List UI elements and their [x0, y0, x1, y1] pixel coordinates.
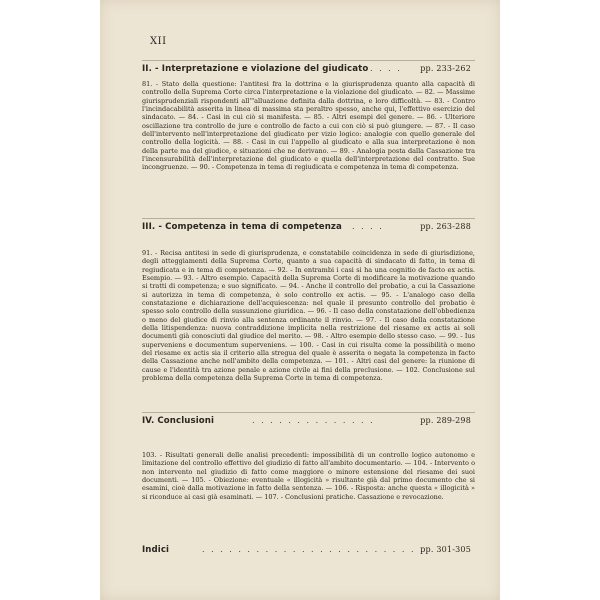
- section-heading: [142, 222, 475, 235]
- section-summary: 91. - Recisa antitesi in sede di giurisprudenza, e constatabile coincidenza in sede di giurisdizione, degli atteggiamenti della Suprema Corte, quanto a sua capacità di sindacato di fatto, in tema di regiudicata e in tema di competenza. — 92. - In entrambi i casi si ha una cognitio de facto ex actis. Esempio. — 93. - Altro esempio. Capacità della Suprema Corte di modificare la motivazione quando si tratti di competenza; e suo significato. — 94. - Anche il controllo del probatio, a cui la Cassazione si autorizza in tema di competenza, è solo controllo ex actis. — 95. - L'analogo caso della constatazione e dichiarazione dell'acquiescenza: nel quale il presunto controllo del probatio è spesso solo controllo della sussunzione giuridica. — 96. - Il caso della constatazione dell'obbedienza o meno del giudice di rinvio alla sentenza ordinante il rinvio. — 97. - Il caso della constatazione della litispendenza: nuova contraddizione implicita nella restrizione del riesame ex actis ai soli documenti già conosciuti dal giudice del merito. — 98. - Altro esempio dello stesso caso. — 99. - Ius superveniens e documentum superveniens. — 100. - Casi in cui risulta come la possibilità o meno del riesame ex actis sia il criterio alla stregua del quale è asserita o negata la competenza in facto della Cassazione anche nell'ambito della competenza. — 101. - Altri casi del genere: la riunione di cause e l'identità tra azione penale e azione civile ai fini della preclusione. — 102. Conclusione sul problema della competenza della Suprema Corte in tema di competenza.: [142, 249, 475, 383]
- section-title: IV. Conclusioni: [142, 416, 215, 426]
- toc-section-ii: [142, 64, 475, 172]
- leader-dots: . . . . . . . . . . . . . . . . . . . . . . . . .: [202, 545, 425, 554]
- book-page: [100, 0, 500, 600]
- page-number: XII: [150, 36, 167, 47]
- section-divider: [142, 412, 475, 413]
- section-divider: [142, 218, 475, 219]
- toc-section-iv: [142, 416, 475, 501]
- leader-dots: . . . .: [352, 222, 384, 231]
- section-pages: pp. 233-262: [420, 64, 471, 73]
- section-pages: pp. 301-305: [420, 545, 471, 554]
- section-pages: pp. 289-298: [420, 416, 471, 425]
- section-heading: [142, 545, 475, 558]
- section-title: III. - Competenza in tema di competenza: [142, 222, 342, 232]
- toc-section-indici: [142, 545, 475, 558]
- section-heading: [142, 64, 475, 77]
- toc-section-iii: [142, 222, 475, 383]
- header-rule: [142, 60, 475, 61]
- section-title: Indici: [142, 545, 170, 555]
- section-title: II. - Interpretazione e violazione del giudicato: [142, 64, 369, 74]
- section-heading: [142, 416, 475, 429]
- section-summary: 81. - Stato della questione: l'antitesi fra la dottrina e la giurisprudenza quanto alla capacità di controllo della Suprema Corte circa l'interpretazione e la violazione del giudicato. — 82. — Massime giurisprudenziali rispondenti all'"alluazione definita dalla dottrina, e loro difficoltà. — 83. - Contro l'incindacabilità asserita in linea di massima sta peraltro spesso, anche qui, l'effettivo esercizio del sindacato. — 84. - Casi in cui ciò si manifesta. — 85. - Altri esempi del genere. — 86. - Ulteriore oscillazione tra controllo de jure e controllo de facto a cui con ciò si può giungere. — 87. - Il caso dell'intervento nell'interpretazione del giudicato per vizio logico: analogie con quello generale del controllo della logicità. — 88. - Casi in cui l'appello al giudicato e alla sua interpretazione è non della parte ma del giudice, e situazioni che ne derivano. — 89. - Analogia posta dalla Cassazione tra l'incensurabilità dell'interpretazione del giudicato e quella dell'interpretazione del contratto. Sue incongruenze. — 90. - Competenza in tema di regiudicata e competenza in tema di competenza.: [142, 80, 475, 172]
- leader-dots: . . . .: [370, 64, 402, 73]
- section-summary: 103. - Risultati generali delle analisi precedenti: impossibilità di un controllo logico autonomo e limitazione del controllo effettivo del giudizio di fatto all'ambito documentario. — 104. - Intervento o non intervento nel giudizio di fatto come maggiore o minore estensione del riesame dei suoi documenti. — 105. - Obiezione: eventuale « illogicità » risultante già dal primo documento che si esamini, cioè dalla motivazione in fatto della sentenza. — 106. - Risposta: anche questa « illogicità » si riconduce ai casi già esaminati. — 107. - Conclusioni pratiche. Cassazione e revocazione.: [142, 451, 475, 501]
- section-pages: pp. 263-288: [420, 222, 471, 231]
- leader-dots: . . . . . . . . . . . . . .: [252, 416, 375, 425]
